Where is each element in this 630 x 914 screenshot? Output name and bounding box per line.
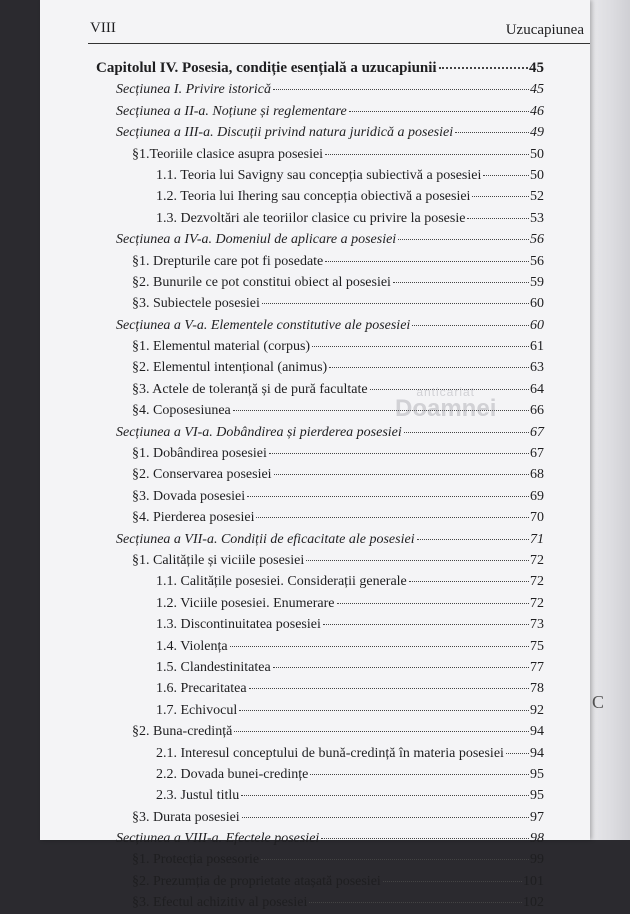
dot-leader — [349, 111, 529, 112]
dot-leader — [337, 603, 529, 604]
toc-entry-title: 1.2. Viciile posesiei. Enumerare — [156, 595, 335, 611]
dot-leader — [393, 282, 529, 283]
running-title: Uzucapiunea — [505, 22, 584, 38]
toc-entry-page: 64 — [530, 381, 544, 397]
toc-entry-title: §1. Protecția posesorie — [132, 852, 260, 868]
toc-entry-title: 2.2. Dovada bunei-credințe — [156, 766, 309, 782]
toc-entry-title: 1.4. Violența — [156, 638, 228, 654]
dot-leader — [329, 367, 529, 368]
toc-entry — [96, 507, 544, 528]
toc-entry — [96, 443, 544, 464]
toc-entry — [96, 892, 544, 913]
toc-entry-title: §3. Actele de toleranță și de pură facultate — [132, 381, 368, 397]
toc-entry — [96, 357, 544, 378]
toc-entry-title: §1. Elementul material (corpus) — [132, 339, 311, 355]
toc-entry-title: 2.1. Interesul conceptului de bună-credință în materia posesiei — [156, 745, 504, 761]
toc-entry-page: 102 — [523, 895, 544, 911]
toc-entry-title: §2. Bunurile ce pot constitui obiect al posesiei — [132, 274, 391, 290]
dot-leader — [274, 474, 529, 475]
toc-entry — [96, 721, 544, 742]
dot-leader — [233, 410, 529, 411]
toc-entry-page: 60 — [530, 296, 544, 312]
dot-leader — [398, 239, 529, 240]
table-of-contents — [96, 58, 544, 914]
toc-entry-title: §1. Calitățile și viciile posesiei — [132, 552, 305, 568]
toc-entry-page: 59 — [530, 274, 544, 290]
dot-leader — [412, 325, 529, 326]
toc-entry-title: Secțiunea a III-a. Discuții privind natura juridică a posesiei — [116, 125, 454, 141]
toc-entry-page: 99 — [530, 852, 544, 868]
toc-entry-title: 1.1. Calitățile posesiei. Considerații generale — [156, 574, 407, 590]
dot-leader — [455, 132, 529, 133]
header-divider — [88, 43, 590, 44]
toc-entry-title: §1.Teoriile clasice asupra posesiei — [132, 146, 324, 162]
toc-entry-title: §4. Pierderea posesiei — [132, 510, 255, 526]
dot-leader — [249, 688, 529, 689]
toc-entry-page: 56 — [530, 232, 544, 248]
dot-leader — [256, 517, 529, 518]
toc-entry — [96, 400, 544, 421]
toc-entry-title: Capitolul IV. Posesia, condiție esențială a uzucapiunii — [96, 60, 437, 76]
toc-entry — [96, 422, 544, 443]
dot-leader — [506, 753, 529, 754]
dot-leader — [483, 175, 529, 176]
toc-entry-title: Secțiunea I. Privire istorică — [116, 82, 271, 98]
toc-entry — [96, 208, 544, 229]
toc-entry — [96, 849, 544, 870]
dot-leader — [409, 581, 529, 582]
toc-entry-title: 1.5. Clandestinitatea — [156, 659, 271, 675]
dot-leader — [439, 67, 528, 69]
toc-entry-title: 1.1. Teoria lui Savigny sau concepția subiectivă a posesiei — [156, 167, 482, 183]
toc-entry-title: Secțiunea a V-a. Elementele constitutive ale posesiei — [116, 317, 411, 333]
toc-entry-title: 1.7. Echivocul — [156, 702, 238, 718]
toc-entry-page: 68 — [530, 467, 544, 483]
adjacent-page-edge — [586, 0, 630, 840]
toc-entry-page: 71 — [530, 531, 544, 547]
dot-leader — [370, 389, 529, 390]
toc-entry-title: §3. Efectul achizitiv al posesiei — [132, 895, 308, 911]
toc-entry — [96, 657, 544, 678]
dot-leader — [323, 624, 529, 625]
toc-entry-page: 67 — [530, 446, 544, 462]
dot-leader — [230, 646, 529, 647]
toc-entry — [96, 807, 544, 828]
dot-leader — [262, 303, 529, 304]
toc-entry-page: 56 — [530, 253, 544, 269]
toc-entry — [96, 678, 544, 699]
dot-leader — [325, 261, 529, 262]
toc-entry-title: 1.3. Discontinuitatea posesiei — [156, 617, 321, 633]
toc-entry — [96, 636, 544, 657]
toc-entry — [96, 785, 544, 806]
toc-entry-title: Secțiunea a VII-a. Condiții de eficacitate ale posesiei — [116, 531, 415, 547]
toc-entry-page: 94 — [530, 724, 544, 740]
dot-leader — [261, 859, 529, 860]
toc-entry-page: 50 — [530, 146, 544, 162]
toc-entry-page: 46 — [530, 103, 544, 119]
toc-entry-title: 1.6. Precaritatea — [156, 681, 247, 697]
toc-entry — [96, 144, 544, 165]
toc-entry — [96, 101, 544, 122]
dot-leader — [234, 731, 529, 732]
toc-entry-title: §2. Prezumția de proprietate atașată posesiei — [132, 873, 381, 889]
toc-entry-page: 97 — [530, 809, 544, 825]
toc-entry-title: 2.3. Justul titlu — [156, 788, 240, 804]
toc-entry-page: 45 — [529, 60, 544, 76]
toc-entry-title: 1.3. Dezvoltări ale teoriilor clasice cu privire la posesie — [156, 210, 466, 226]
toc-entry — [96, 165, 544, 186]
watermark-line-1: anticariat — [416, 385, 476, 399]
toc-entry — [96, 529, 544, 550]
toc-entry-page: 53 — [530, 210, 544, 226]
toc-entry-title: §3. Dovada posesiei — [132, 488, 246, 504]
adjacent-page-fragment: C — [592, 692, 605, 712]
dot-leader — [321, 838, 529, 839]
dot-leader — [241, 795, 529, 796]
dot-leader — [273, 667, 529, 668]
dot-leader — [404, 432, 529, 433]
toc-entry-page: 95 — [530, 766, 544, 782]
toc-entry-page: 101 — [523, 873, 544, 889]
toc-entry-page: 67 — [530, 424, 544, 440]
watermark-line-2: Doamnei — [395, 395, 497, 422]
toc-entry-page: 69 — [530, 488, 544, 504]
toc-entry — [96, 315, 544, 336]
toc-entry-title: §2. Conservarea posesiei — [132, 467, 272, 483]
book-page — [40, 0, 590, 911]
toc-entry-page: 77 — [530, 659, 544, 675]
toc-entry-page: 66 — [530, 403, 544, 419]
toc-entry — [96, 614, 544, 635]
toc-entry-page: 72 — [530, 574, 544, 590]
page-number: VIII — [90, 20, 116, 36]
toc-entry — [96, 464, 544, 485]
toc-entry-page: 94 — [530, 745, 544, 761]
toc-entry — [96, 293, 544, 314]
dot-leader — [247, 496, 529, 497]
toc-entry-page: 78 — [530, 681, 544, 697]
toc-entry — [96, 229, 544, 250]
dot-leader — [417, 539, 529, 540]
toc-entry-page: 61 — [530, 339, 544, 355]
toc-entry-page: 72 — [530, 552, 544, 568]
toc-entry-page: 45 — [530, 82, 544, 98]
toc-entry — [96, 272, 544, 293]
dot-leader — [306, 560, 529, 561]
toc-entry-page: 63 — [530, 360, 544, 376]
dot-leader — [273, 89, 529, 90]
toc-entry-title: Secțiunea a VIII-a. Efectele posesiei — [116, 831, 320, 847]
dot-leader — [242, 817, 529, 818]
toc-entry-title: §1. Drepturile care pot fi posedate — [132, 253, 324, 269]
toc-entry — [96, 743, 544, 764]
toc-entry — [96, 251, 544, 272]
toc-entry-title: §1. Dobândirea posesiei — [132, 446, 267, 462]
toc-entry — [96, 379, 544, 400]
toc-entry — [96, 550, 544, 571]
dot-leader — [309, 902, 522, 903]
toc-entry-title: §3. Subiectele posesiei — [132, 296, 260, 312]
toc-entry — [96, 871, 544, 892]
dot-leader — [472, 196, 529, 197]
dot-leader — [310, 774, 529, 775]
toc-entry-page: 73 — [530, 617, 544, 633]
toc-entry-title: Secțiunea a VI-a. Dobândirea și pierderea posesiei — [116, 424, 402, 440]
toc-entry — [96, 486, 544, 507]
toc-entry-page: 98 — [530, 831, 544, 847]
toc-entry — [96, 122, 544, 143]
toc-entry-title: Secțiunea a II-a. Noțiune și reglementare — [116, 103, 347, 119]
toc-entry — [96, 336, 544, 357]
dot-leader — [467, 218, 529, 219]
toc-entry — [96, 764, 544, 785]
toc-entry-title: Secțiunea a IV-a. Domeniul de aplicare a posesiei — [116, 232, 397, 248]
toc-entry-page: 60 — [530, 317, 544, 333]
toc-entry-page: 70 — [530, 510, 544, 526]
dot-leader — [383, 881, 522, 882]
toc-entry — [96, 593, 544, 614]
toc-entry-page: 95 — [530, 788, 544, 804]
toc-entry — [96, 79, 544, 100]
toc-entry-title: §2. Buna-credință — [132, 724, 233, 740]
toc-entry-page: 49 — [530, 125, 544, 141]
toc-entry-title: §2. Elementul intențional (animus) — [132, 360, 328, 376]
toc-entry — [96, 571, 544, 592]
toc-entry-title: §3. Durata posesiei — [132, 809, 240, 825]
toc-entry-page: 50 — [530, 167, 544, 183]
dot-leader — [239, 710, 529, 711]
toc-entry — [96, 828, 544, 849]
dot-leader — [325, 154, 529, 155]
toc-entry — [96, 58, 544, 79]
dot-leader — [312, 346, 529, 347]
toc-entry-title: §4. Coposesiunea — [132, 403, 231, 419]
toc-entry-page: 52 — [530, 189, 544, 205]
toc-entry-page: 75 — [530, 638, 544, 654]
toc-entry-page: 92 — [530, 702, 544, 718]
toc-entry — [96, 700, 544, 721]
dot-leader — [269, 453, 529, 454]
toc-entry-page: 72 — [530, 595, 544, 611]
toc-entry-title: 1.2. Teoria lui Ihering sau concepția obiectivă a posesiei — [156, 189, 471, 205]
toc-entry — [96, 186, 544, 207]
